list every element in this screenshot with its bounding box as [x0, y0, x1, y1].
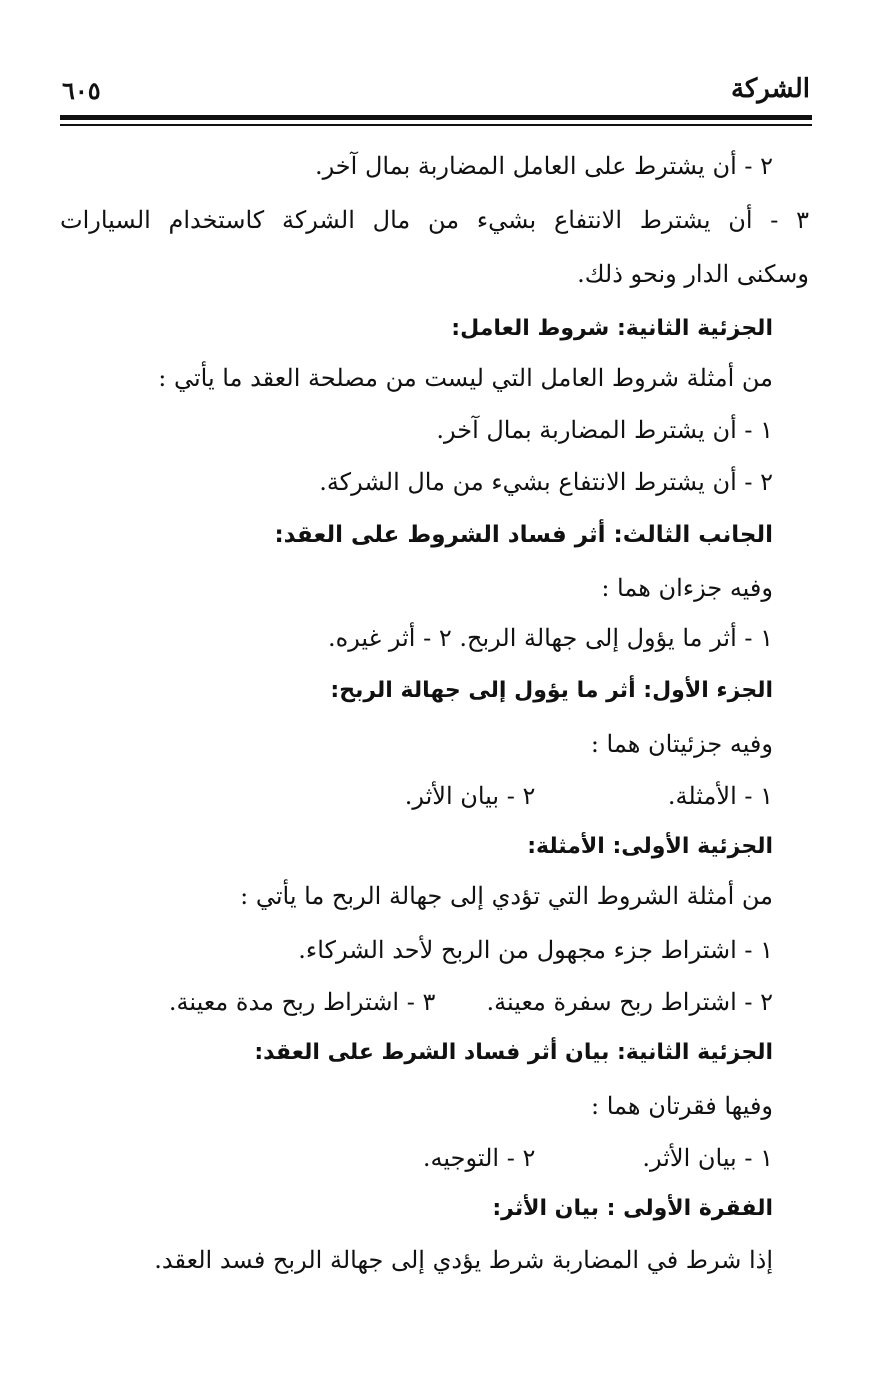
page-number: ٦٠٥ — [62, 76, 101, 105]
list-item: ٢ - بيان الأثر. — [404, 782, 536, 810]
list-item: ١ - الأمثلة. — [667, 782, 773, 810]
paragraph-line: من أمثلة شروط العامل التي ليست من مصلحة العقد ما يأتي : — [158, 364, 773, 392]
header-rule-thin — [60, 124, 812, 126]
list-item: ٢ - أن يشترط الانتفاع بشيء من مال الشركة. — [319, 468, 773, 496]
section-heading: الجزئية الثانية: شروط العامل: — [451, 316, 773, 341]
list-item: ١ - اشتراط جزء مجهول من الربح لأحد الشركاء. — [298, 936, 773, 964]
list-row — [60, 782, 773, 810]
list-item: ٣ - اشتراط ربح مدة معينة. — [168, 988, 436, 1016]
header-rule-thick — [60, 115, 812, 120]
paragraph-line: إذا شرط في المضاربة شرط يؤدي إلى جهالة الربح فسد العقد. — [154, 1246, 773, 1274]
list-item: ٢ - أن يشترط على العامل المضاربة بمال آخر. — [314, 152, 773, 180]
page-header — [60, 72, 810, 112]
list-row — [60, 1144, 773, 1172]
section-heading: الجانب الثالث: أثر فساد الشروط على العقد: — [274, 522, 773, 548]
list-item: ١ - أن يشترط المضاربة بمال آخر. — [436, 416, 773, 444]
list-item: ١ - بيان الأثر. — [642, 1144, 773, 1172]
section-heading: الجزئية الأولى: الأمثلة: — [527, 834, 773, 859]
paragraph-line: وفيه جزئيتان هما : — [590, 730, 773, 758]
list-row — [60, 988, 773, 1016]
list-item: ٣ - أن يشترط الانتفاع بشيء من مال الشركة كاستخدام السيارات — [60, 206, 809, 234]
section-heading: الجزئية الثانية: بيان أثر فساد الشرط على العقد: — [254, 1040, 773, 1065]
running-title: الشركة — [730, 74, 810, 104]
list-item: ٢ - التوجيه. — [422, 1144, 536, 1172]
paragraph-line: من أمثلة الشروط التي تؤدي إلى جهالة الربح ما يأتي : — [240, 882, 773, 910]
section-heading: الفقرة الأولى : بيان الأثر: — [492, 1196, 773, 1221]
list-item: ٢ - اشتراط ربح سفرة معينة. — [486, 988, 773, 1016]
list-item: ١ - أثر ما يؤول إلى جهالة الربح. ٢ - أثر غيره. — [327, 624, 773, 652]
paragraph-line: وسكنى الدار ونحو ذلك. — [577, 260, 809, 288]
paragraph-line: وفيه جزءان هما : — [601, 574, 773, 602]
section-heading: الجزء الأول: أثر ما يؤول إلى جهالة الربح: — [330, 678, 773, 703]
paragraph-line: وفيها فقرتان هما : — [591, 1092, 773, 1120]
